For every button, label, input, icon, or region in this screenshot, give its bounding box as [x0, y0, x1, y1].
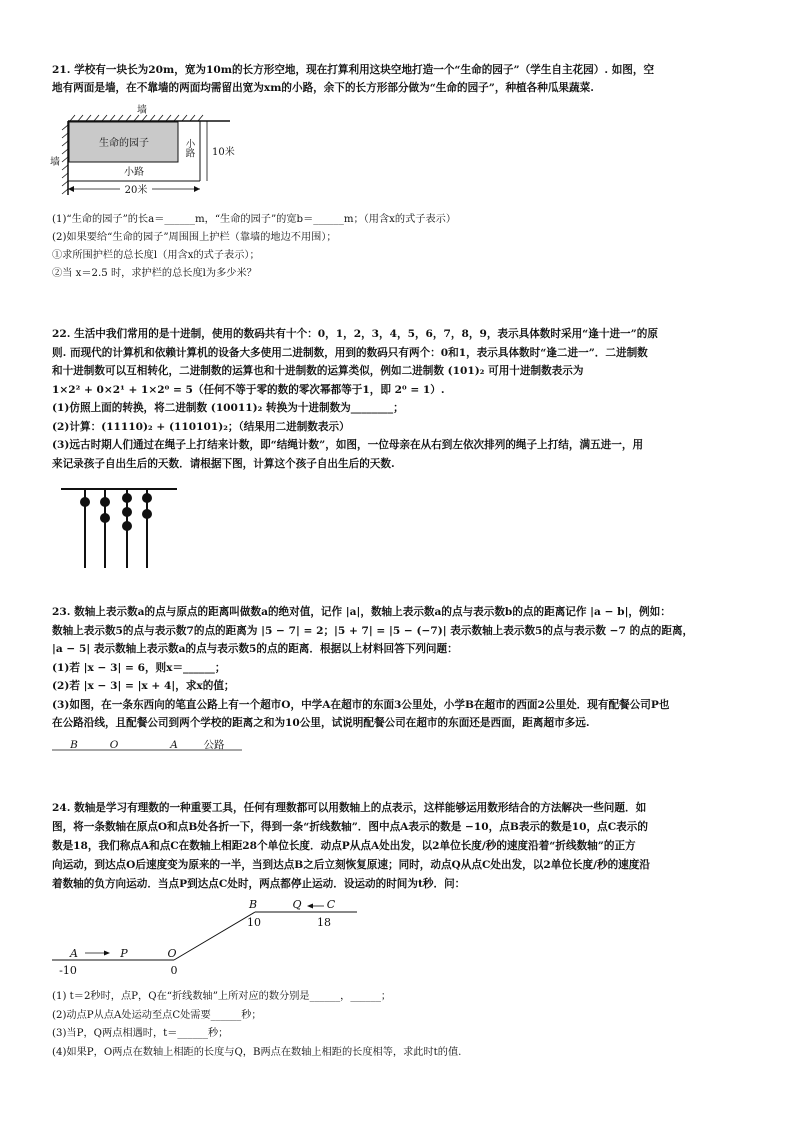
question-22 [52, 325, 752, 473]
q23-line-2: 数轴上表示数5的点与表示数7的点的距离为 |5 − 7| = 2；|5 + 7| = |5 − (−7)| 表示数轴上表示数5的点与表示数 −7 的点的距离， [52, 624, 694, 637]
q21-sub-2: (2)如果要给“生命的园子”周围围上护栏（靠墙的地边不用围）； [52, 232, 337, 243]
q23-sub-2: (2)若 |x − 3| = |x + 4|，求x的值； [52, 680, 235, 692]
knot-rope-figure [55, 484, 185, 574]
q22-line-2: 则. 而现代的计算机和依赖计算机的设备大多使用二进制数，用到的数码只有两个：0和1，表示具体数时“逢二进一”．二进制数 [52, 346, 648, 359]
knot [100, 497, 110, 507]
point-P: P [120, 947, 128, 960]
question-21 [52, 62, 752, 97]
q21-sub-4: ②当 x＝2.5 时，求护栏的总长度l为多少米？ [52, 268, 257, 279]
q24-line-4: 向运动，到达点O后速度变为原来的一半，当到达点B之后立刻恢复原速；同时，动点Q从点C处出发，以2单位长度/秒的速度沿 [52, 859, 650, 871]
q23-line-1: 23. 数轴上表示数a的点与原点的距离叫做数a的绝对值，记作 |a|，数轴上表示数a的点与表示数b的点的距离记作 |a − b|，例如： [52, 606, 671, 618]
q22-line-1: 22. 生活中我们常用的是十进制，使用的数码共有十个：0，1，2，3，4，5，6，7，8，9，表示具体数时采用“逢十进一”的原 [52, 328, 658, 340]
point-A: A [70, 947, 78, 960]
number-B: 10 [247, 916, 261, 929]
point-C: C [326, 898, 336, 911]
question-24 [52, 799, 752, 894]
knot [100, 513, 110, 523]
knot [80, 497, 90, 507]
road-point-B: B [70, 739, 78, 751]
wall-left-label: 墙 [50, 157, 60, 168]
point-O: O [167, 947, 177, 960]
path-bottom-label: 小路 [124, 167, 144, 178]
q22-sub-3: (3)远古时期人们通过在绳子上打结来计数，即“结绳计数”，如图，一位母亲在从右到左依次排列的绳子上打结，满五进一，用 [52, 439, 644, 451]
q24-sub-4: (4)如果P，O两点在数轴上相距的长度与Q，B两点在数轴上相距的长度相等，求此时t的值. [52, 1046, 462, 1058]
width-10m-label: 10米 [212, 147, 235, 158]
q23-sub-1: (1)若 |x − 3| = 6，则x＝______； [52, 661, 226, 674]
q22-sub-1: (1)仿照上面的转换，将二进制数 (10011)₂ 转换为十进制数为________； [52, 402, 404, 414]
knot [142, 493, 152, 503]
point-Q: Q [292, 898, 302, 911]
wall-top-label: 墙 [137, 105, 147, 116]
q24-sub-1: (1) t＝2秒时，点P，Q在“折线数轴”上所对应的数分别是______，______； [52, 991, 392, 1002]
question-23 [52, 603, 752, 733]
q24-line-1: 24. 数轴是学习有理数的一种重要工具，任何有理数都可以用数轴上的点表示，这样能够运用数形结合的方法解决一些问题．如 [52, 802, 647, 814]
fold-number-line-figure [52, 890, 372, 976]
q21-subquestions [52, 211, 752, 283]
q21-sub-1: (1)“生命的园子”的长a＝______m，“生命的园子”的宽b＝______m；（用含x的式子表示） [52, 214, 457, 225]
q24-line-2: 图，将一条数轴在原点O和点B处各折一下，得到一条“折线数轴”．图中点A表示的数是 −10，点B表示的数是10，点C表示的 [52, 821, 648, 833]
point-B: B [248, 898, 258, 911]
q21-garden-figure [50, 103, 240, 195]
road-point-O: O [109, 739, 119, 751]
q22-sub-2: (2)计算：(11110)₂ + (110101)₂；（结果用二进制数表示） [52, 420, 350, 433]
number-A: -10 [59, 964, 77, 976]
q24-line-5: 着数轴的负方向运动．当点P到达点C处时，两点都停止运动．设运动的时间为t秒．问： [52, 878, 466, 890]
q24-line-3: 数是18，我们称点A和点C在数轴上相距28个单位长度．动点P从点A处出发，以2单位长度/秒的速度沿着“折线数轴”的正方 [52, 840, 636, 852]
q23-sub-4: 在公路沿线，且配餐公司到两个学校的距离之和为10公里，试说明配餐公司在超市的东面还是西面，距离超市多远. [52, 717, 590, 729]
road-label: 公路 [203, 739, 225, 751]
q21-sub-3: ①求所围护栏的总长度l（用含x的式子表示）； [52, 250, 260, 261]
road-point-A: A [170, 739, 178, 751]
q21-line-2: 地有两面是墙，在不靠墙的两面均需留出宽为xm的小路，余下的长方形部分做为“生命的园子”，种植各种瓜果蔬菜. [52, 81, 594, 94]
number-C: 18 [317, 916, 331, 929]
length-20m-label: 20米 [124, 185, 148, 195]
road-figure [52, 734, 252, 756]
q23-line-3: |a − 5| 表示数轴上表示数a的点与表示数5的点的距离．根据以上材料回答下列问题： [52, 643, 458, 655]
knot [122, 507, 132, 517]
q23-sub-3: (3)如图，在一条东西向的笔直公路上有一个超市O，中学A在超市的东面3公里处，小学B在超市的西面2公里处．现有配餐公司P也 [52, 698, 670, 711]
q22-line-3: 和十进制数可以互相转化，二进制数的运算也和十进制数的运算类似，例如二进制数 (101)₂ 可用十进制数表示为 [52, 365, 584, 377]
path-right-label: 小路 [183, 138, 195, 158]
q24-subquestions [52, 988, 752, 1062]
q24-sub-2: (2)动点P从点A处运动至点C处需要______秒； [52, 1009, 262, 1021]
knot [122, 521, 132, 531]
q21-line-1: 21. 学校有一块长为20m，宽为10m的长方形空地，现在打算利用这块空地打造一个“生命的园子”（学生自主花园）. 如图，空 [52, 64, 655, 76]
number-O: 0 [170, 964, 178, 976]
q22-line-4: 1×2² + 0×2¹ + 1×2⁰ = 5（任何不等于零的数的零次幂都等于1，即 2⁰ = 1）. [52, 383, 445, 396]
garden-label: 生命的园子 [99, 138, 149, 149]
q24-sub-3: (3)当P，Q两点相遇时，t＝______秒； [52, 1028, 229, 1039]
knot [142, 509, 152, 519]
q22-sub-4: 来记录孩子自出生后的天数．请根据下图，计算这个孩子自出生后的天数. [52, 457, 395, 470]
knot [122, 493, 132, 503]
